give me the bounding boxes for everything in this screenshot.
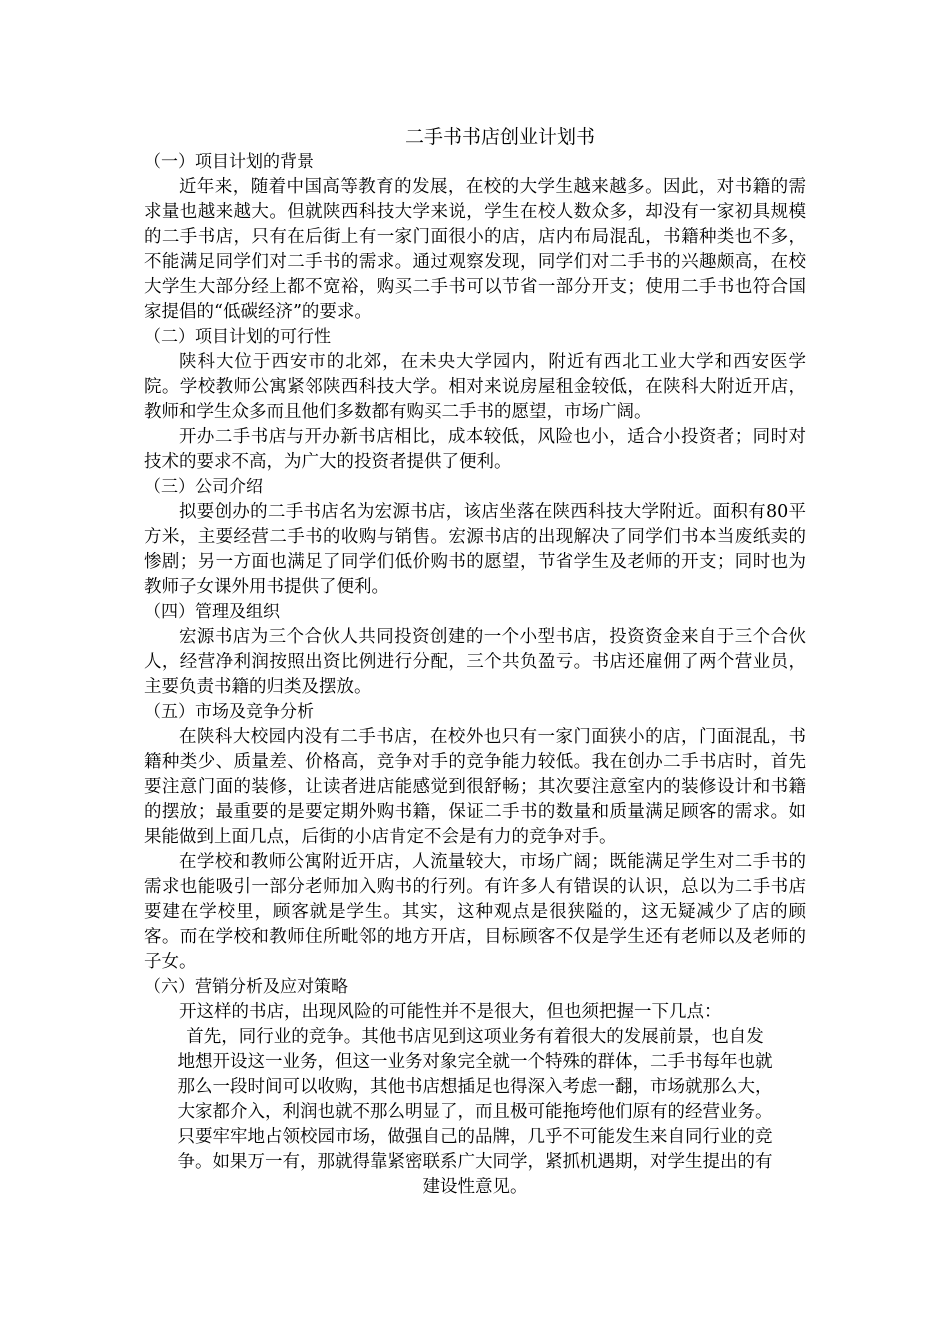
section-company (144, 475, 806, 600)
section-heading: （六）营销分析及应对策略 (144, 977, 348, 997)
text-line: 争。如果万一有，那就得靠紧密联系广大同学，紧抓机遇期，对学生提出的有 (177, 1152, 773, 1172)
section-management (144, 600, 806, 700)
paragraph: 开办二手书店与开办新书店相比，成本较低，风险也小，适合小投资者；同时对技术的要求不高，为广大的投资者提供了便利。 (144, 427, 806, 472)
section-market (144, 700, 806, 975)
section-heading: （三）公司介绍 (144, 477, 263, 497)
paragraph: 在陕科大校园内没有二手书店，在校外也只有一家门面狭小的店，门面混乱，书籍种类少、质量差、价格高，竞争对手的竞争能力较低。我在创办二手书店时，首先要注意门面的装修，让读者进店能感觉到很舒畅；其次要注意室内的装修设计和书籍的摆放；最重要的是要定期外购书籍，保证二手书的数量和质量满足顾客的需求。如果能做到上面几点，后街的小店肯定不会是有力的竞争对手。 (144, 727, 806, 847)
document-page (144, 124, 806, 1200)
document-title: 二手书书店创业计划书 (404, 126, 595, 148)
text-line: 地想开设这一业务，但这一业务对象完全就一个特殊的群体，二手书每年也就 (177, 1052, 773, 1072)
section-heading: （一）项目计划的背景 (144, 152, 314, 172)
centered-paragraph (144, 1025, 806, 1200)
paragraph: 开这样的书店，出现风险的可能性并不是很大，但也须把握一下几点： (179, 1002, 722, 1022)
paragraph: 陕科大位于西安市的北郊，在未央大学园内，附近有西北工业大学和西安医学院。学校教师公寓紧邻陕西科技大学。相对来说房屋租金较低，在陕科大附近开店，教师和学生众多而且他们多数都有购买二手书的愿望，市场广阔。 (144, 352, 806, 422)
section-heading: （二）项目计划的可行性 (144, 327, 331, 347)
section-marketing (144, 975, 806, 1200)
section-background (144, 150, 806, 325)
paragraph: 近年来，随着中国高等教育的发展，在校的大学生越来越多。因此，对书籍的需求量也越来越大。但就陕西科技大学来说，学生在校人数众多，却没有一家初具规模的二手书店，只有在后街上有一家门面很小的店，店内布局混乱，书籍种类也不多，不能满足同学们对二手书的需求。通过观察发现，同学们对二手书的兴趣颇高，在校大学生大部分经上都不宽裕，购买二手书可以节省一部分开支；使用二手书也符合国家提倡的“低碳经济”的要求。 (144, 177, 806, 322)
paragraph: 宏源书店为三个合伙人共同投资创建的一个小型书店，投资资金来自于三个合伙人，经营净利润按照出资比例进行分配，三个共负盈亏。书店还雇佣了两个营业员，主要负责书籍的归类及摆放。 (144, 627, 806, 697)
section-feasibility (144, 325, 806, 475)
paragraph: 在学校和教师公寓附近开店，人流量较大，市场广阔；既能满足学生对二手书的需求也能吸引一部分老师加入购书的行列。有许多人有错误的认识，总以为二手书店要建在学校里，顾客就是学生。其实，这种观点是很狭隘的，这无疑减少了店的顾客。而在学校和教师住所毗邻的地方开店，目标顾客不仅是学生还有老师以及老师的子女。 (144, 852, 806, 972)
text-line: 建设性意见。 (422, 1177, 528, 1197)
section-heading: （五）市场及竞争分析 (144, 702, 314, 722)
text-line: 大家都介入，利润也就不那么明显了，而且极可能拖垮他们原有的经营业务。 (177, 1102, 773, 1122)
text-line: 只要牢牢地占领校园市场，做强自己的品牌，几乎不可能发生来自同行业的竞 (177, 1127, 773, 1147)
paragraph: 拟要创办的二手书店名为宏源书店，该店坐落在陕西科技大学附近。面积有80平方米，主要经营二手书的收购与销售。宏源书店的出现解决了同学们书本当废纸卖的惨剧；另一方面也满足了同学们低价购书的愿望，节省学生及老师的开支；同时也为教师子女课外用书提供了便利。 (144, 502, 806, 597)
text-line: 那么一段时间可以收购，其他书店想插足也得深入考虑一翻，市场就那么大， (177, 1077, 773, 1097)
text-line: 首先，同行业的竞争。其他书店见到这项业务有着很大的发展前景，也自发 (186, 1027, 764, 1047)
section-heading: （四）管理及组织 (144, 602, 280, 622)
